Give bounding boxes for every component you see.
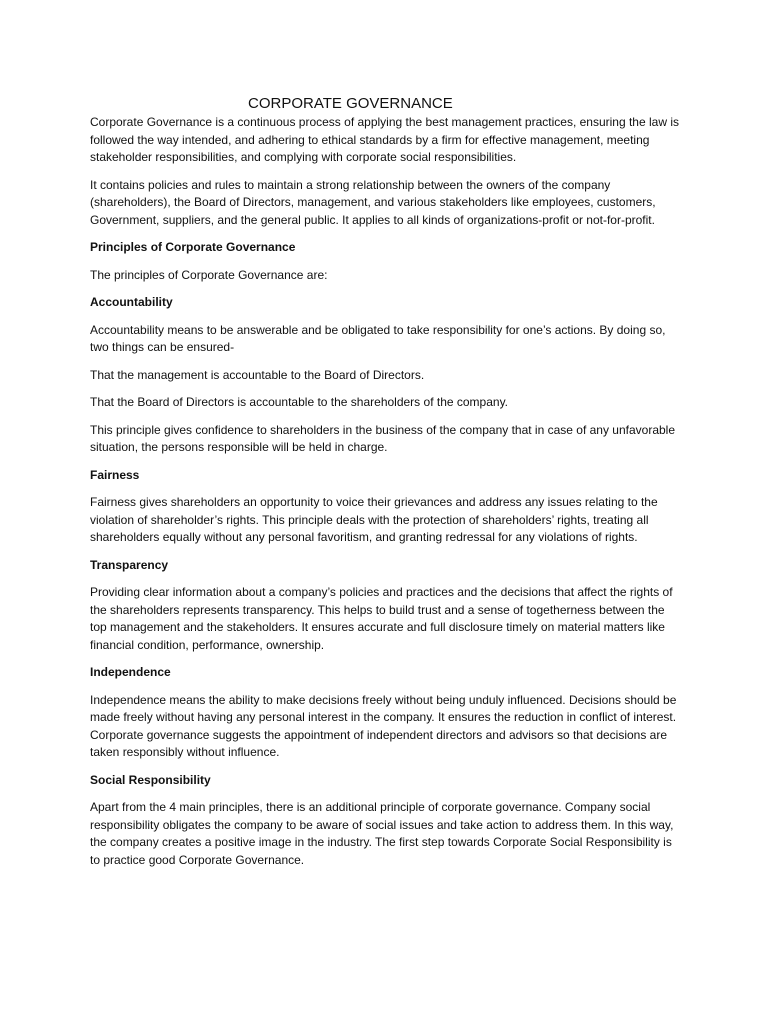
- accountability-paragraph-4: This principle gives confidence to shareholders in the business of the company that in case of any unfavorable situation, the persons responsible will be held in charge.: [90, 422, 676, 454]
- social-responsibility-heading: Social Responsibility: [90, 772, 211, 787]
- intro-paragraph-1: Corporate Governance is a continuous process of applying the best management practices, ensuring the law is followed the way intended, and adhering to ethical standards by a firm for effective management, meeting stakeholder responsibilities, and complying with corporate social responsibilities.: [90, 115, 679, 164]
- principles-intro: The principles of Corporate Governance are:: [90, 267, 328, 282]
- independence-heading: Independence: [90, 665, 171, 679]
- fairness-heading: Fairness: [90, 467, 140, 482]
- accountability-paragraph-1: Accountability means to be answerable and be obligated to take responsibility for one’s actions. By doing so, two things can be ensured-: [90, 322, 666, 354]
- independence-paragraph: Independence means the ability to make decisions freely without being unduly influenced. Decisions should be made freely without having any personal interest in the company. It ensures the reduction in conflict of interest. Corporate governance suggests the appointment of independent directors and advisors so that decisions are taken responsibly without influence.: [90, 692, 677, 759]
- principles-heading: Principles of Corporate Governance: [90, 240, 296, 254]
- accountability-paragraph-2: That the management is accountable to the Board of Directors.: [90, 367, 425, 382]
- accountability-paragraph-3: That the Board of Directors is accountable to the shareholders of the company.: [90, 395, 509, 409]
- accountability-heading: Accountability: [90, 295, 173, 309]
- transparency-paragraph: Providing clear information about a company’s policies and practices and the decisions that affect the rights of the shareholders represents transparency. This helps to build trust and a sense of togetherness between the top management and the stakeholders. It ensures accurate and full disclosure timely on material matters like financial condition, performance, ownership.: [90, 585, 673, 652]
- fairness-paragraph: Fairness gives shareholders an opportunity to voice their grievances and address any issues relating to the violation of shareholder’s rights. This principle deals with the protection of shareholders’ rights, treating all shareholders equally without any personal favoritism, and granting redressal for any violations of rights.: [90, 495, 658, 544]
- document-page: [90, 93, 684, 879]
- intro-paragraph-2: It contains policies and rules to maintain a strong relationship between the owners of the company (shareholders), the Board of Directors, management, and various stakeholders like employees, customers, Government, suppliers, and the general public. It applies to all kinds of organizations-profit or not-for-profit.: [90, 177, 656, 227]
- document-title: CORPORATE GOVERNANCE: [248, 95, 453, 112]
- transparency-heading: Transparency: [90, 557, 169, 572]
- social-responsibility-paragraph: Apart from the 4 main principles, there is an additional principle of corporate governance. Company social responsibility obligates the company to be aware of social issues and take action to address them. In this way, the company creates a positive image in the industry. The first step towards Corporate Social Responsibility is to practice good Corporate Governance.: [90, 800, 674, 867]
